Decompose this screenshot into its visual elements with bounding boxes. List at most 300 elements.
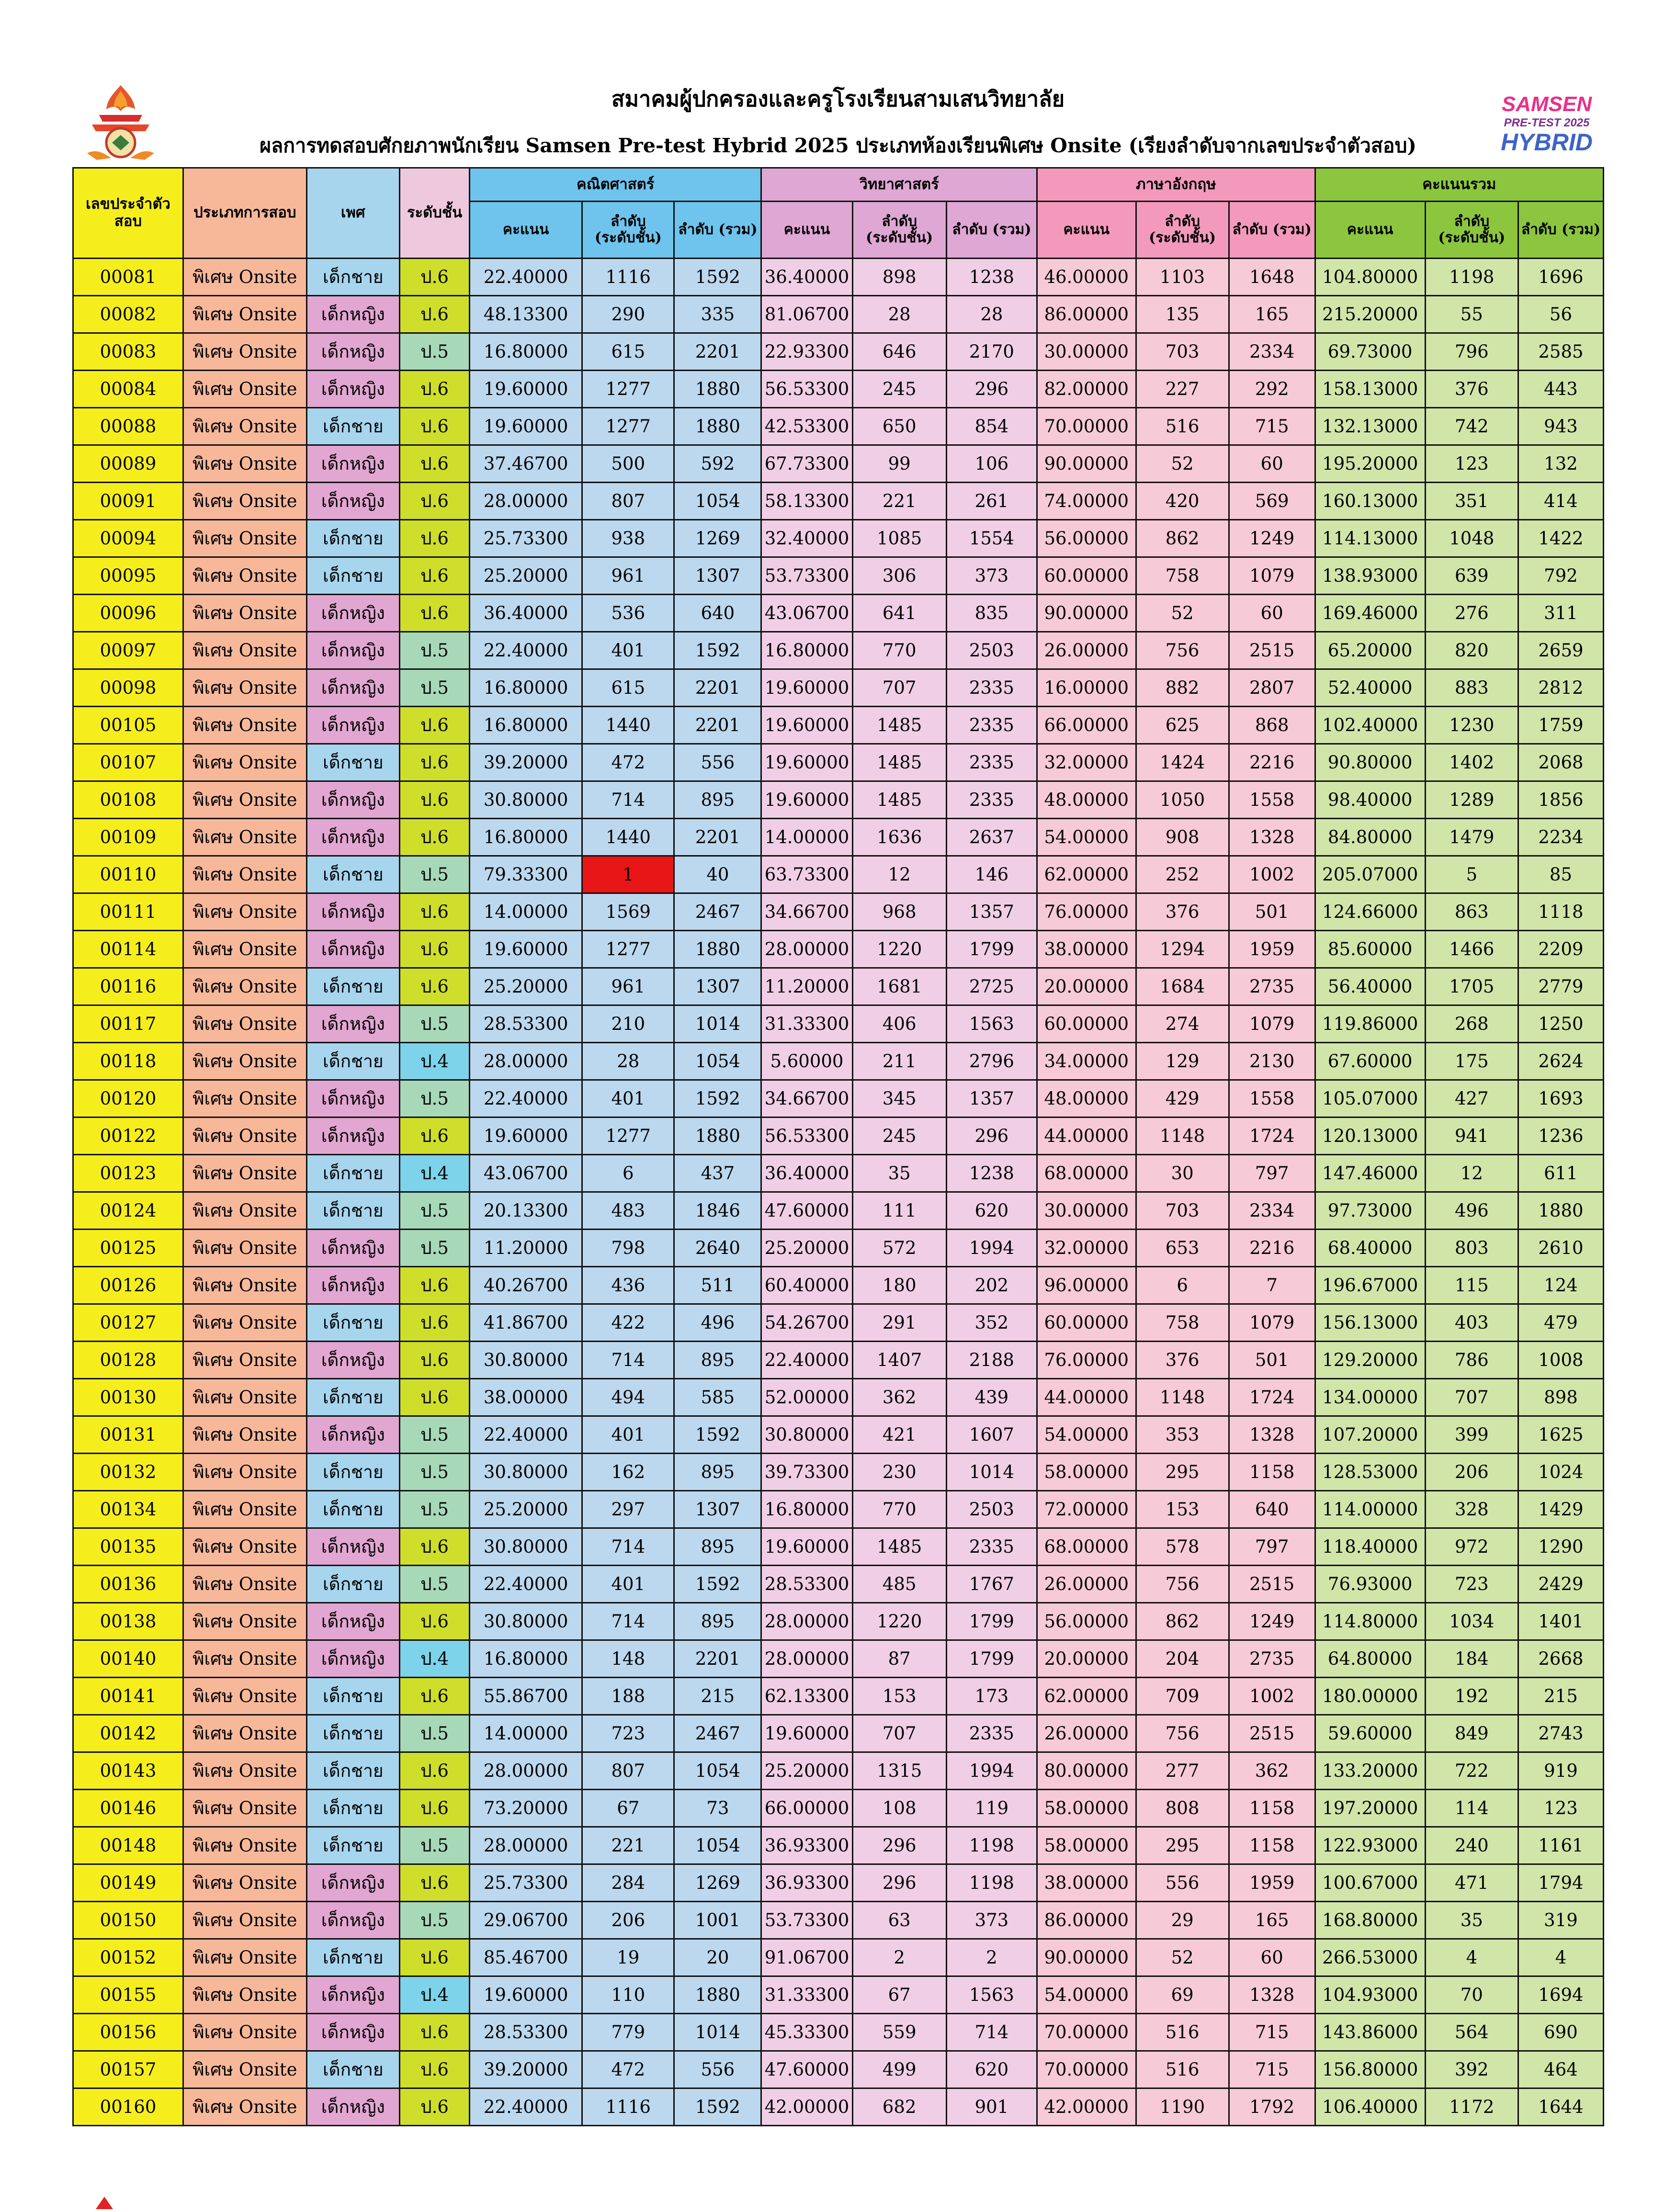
table-row — [73, 893, 1604, 931]
results-table-container — [72, 167, 1604, 2126]
cell-science-rank-grade: 296 — [852, 1864, 946, 1902]
cell-grade: ป.5 — [399, 1566, 469, 1603]
cell-english-rank-all: 1558 — [1229, 781, 1315, 819]
cell-sex: เด็กชาย — [306, 259, 399, 296]
cell-english-rank-grade: 756 — [1136, 1715, 1229, 1752]
cell-math-rank-all: 895 — [674, 1454, 761, 1491]
cell-english-score: 44.00000 — [1037, 1117, 1136, 1155]
cell-math-score: 79.33300 — [470, 856, 582, 893]
cell-total-rank-all: 1024 — [1518, 1454, 1603, 1491]
cell-exam-type: พิเศษ Onsite — [183, 2051, 307, 2088]
cell-grade: ป.5 — [399, 1230, 469, 1267]
cell-math-rank-all: 2201 — [674, 333, 761, 371]
cell-math-score: 28.53300 — [470, 2014, 582, 2051]
cell-science-rank-grade: 87 — [852, 1640, 946, 1678]
table-row — [73, 1080, 1604, 1117]
cell-english-rank-grade: 227 — [1136, 371, 1229, 408]
cell-math-score: 16.80000 — [470, 333, 582, 371]
cell-total-score: 52.40000 — [1315, 669, 1425, 707]
cell-sex: เด็กหญิง — [306, 1117, 399, 1155]
cell-math-score: 19.60000 — [470, 1976, 582, 2014]
cell-math-score: 38.00000 — [470, 1379, 582, 1416]
cell-science-score: 54.26700 — [761, 1304, 852, 1342]
cell-exam-type: พิเศษ Onsite — [183, 1603, 307, 1640]
cell-total-score: 195.20000 — [1315, 445, 1425, 483]
cell-english-score: 74.00000 — [1037, 483, 1136, 520]
cell-science-score: 36.93300 — [761, 1827, 852, 1864]
cell-math-rank-grade: 1440 — [582, 707, 674, 744]
cell-math-rank-grade: 221 — [582, 1827, 674, 1864]
cell-english-score: 90.00000 — [1037, 595, 1136, 632]
cell-math-score: 28.00000 — [470, 483, 582, 520]
cell-sex: เด็กชาย — [306, 1827, 399, 1864]
cell-exam-type: พิเศษ Onsite — [183, 819, 307, 856]
cell-sex: เด็กหญิง — [306, 1640, 399, 1678]
cell-english-score: 70.00000 — [1037, 408, 1136, 445]
cell-total-score: 114.00000 — [1315, 1491, 1425, 1528]
cell-exam-type: พิเศษ Onsite — [183, 1304, 307, 1342]
cell-total-score: 196.67000 — [1315, 1267, 1425, 1304]
table-row — [73, 296, 1604, 333]
cell-science-rank-grade: 1220 — [852, 1603, 946, 1640]
cell-total-rank-grade: 123 — [1425, 445, 1518, 483]
cell-science-rank-grade: 1485 — [852, 707, 946, 744]
header-total: คะแนนรวม — [1315, 168, 1603, 202]
cell-english-rank-all: 1158 — [1229, 1790, 1315, 1827]
cell-total-score: 68.40000 — [1315, 1230, 1425, 1267]
cell-total-rank-all: 132 — [1518, 445, 1603, 483]
cell-science-score: 66.00000 — [761, 1790, 852, 1827]
cell-english-rank-all: 2130 — [1229, 1043, 1315, 1080]
cell-total-rank-grade: 707 — [1425, 1379, 1518, 1416]
cell-total-score: 180.00000 — [1315, 1678, 1425, 1715]
cell-sex: เด็กหญิง — [306, 595, 399, 632]
cell-sex: เด็กชาย — [306, 1192, 399, 1230]
cell-english-rank-grade: 129 — [1136, 1043, 1229, 1080]
cell-sex: เด็กชาย — [306, 1155, 399, 1192]
cell-science-rank-grade: 646 — [852, 333, 946, 371]
cell-english-score: 70.00000 — [1037, 2014, 1136, 2051]
cell-sex: เด็กชาย — [306, 1454, 399, 1491]
cell-english-rank-all: 501 — [1229, 893, 1315, 931]
cell-exam-id: 00131 — [73, 1416, 183, 1454]
table-row — [73, 1117, 1604, 1155]
table-row — [73, 371, 1604, 408]
table-row — [73, 968, 1604, 1005]
cell-math-rank-all: 1307 — [674, 1491, 761, 1528]
cell-science-rank-all: 202 — [946, 1267, 1037, 1304]
cell-english-score: 86.00000 — [1037, 1902, 1136, 1939]
cell-exam-id: 00108 — [73, 781, 183, 819]
cell-math-rank-grade: 1277 — [582, 1117, 674, 1155]
cell-exam-type: พิเศษ Onsite — [183, 296, 307, 333]
cell-science-score: 28.00000 — [761, 931, 852, 968]
cell-science-score: 39.73300 — [761, 1454, 852, 1491]
cell-science-rank-all: 1799 — [946, 1603, 1037, 1640]
cell-math-rank-all: 640 — [674, 595, 761, 632]
cell-science-score: 19.60000 — [761, 1715, 852, 1752]
cell-math-rank-grade: 483 — [582, 1192, 674, 1230]
cell-math-rank-all: 1269 — [674, 520, 761, 557]
cell-total-score: 168.80000 — [1315, 1902, 1425, 1939]
cell-english-rank-grade: 204 — [1136, 1640, 1229, 1678]
cell-math-rank-grade: 807 — [582, 483, 674, 520]
cell-math-rank-grade: 401 — [582, 1080, 674, 1117]
cell-math-rank-grade: 28 — [582, 1043, 674, 1080]
cell-science-rank-all: 1238 — [946, 259, 1037, 296]
cell-science-rank-all: 2188 — [946, 1342, 1037, 1379]
table-row — [73, 819, 1604, 856]
cell-total-score: 64.80000 — [1315, 1640, 1425, 1678]
cell-sex: เด็กหญิง — [306, 1230, 399, 1267]
cell-science-score: 52.00000 — [761, 1379, 852, 1416]
cell-english-score: 58.00000 — [1037, 1454, 1136, 1491]
cell-english-score: 44.00000 — [1037, 1379, 1136, 1416]
cell-science-rank-grade: 1485 — [852, 781, 946, 819]
cell-exam-id: 00136 — [73, 1566, 183, 1603]
cell-math-rank-grade: 798 — [582, 1230, 674, 1267]
cell-english-score: 48.00000 — [1037, 781, 1136, 819]
cell-science-rank-all: 1799 — [946, 931, 1037, 968]
cell-math-rank-grade: 714 — [582, 1603, 674, 1640]
cell-total-score: 59.60000 — [1315, 1715, 1425, 1752]
cell-science-rank-grade: 67 — [852, 1976, 946, 2014]
header-english-rank-grade: ลำดับ (ระดับชั้น) — [1136, 202, 1229, 259]
cell-math-rank-grade: 714 — [582, 1342, 674, 1379]
cell-grade: ป.5 — [399, 1827, 469, 1864]
cell-english-rank-grade: 153 — [1136, 1491, 1229, 1528]
cell-math-rank-grade: 615 — [582, 669, 674, 707]
cell-science-score: 28.53300 — [761, 1566, 852, 1603]
cell-english-rank-all: 2515 — [1229, 1566, 1315, 1603]
samsen-hybrid-logo — [1501, 91, 1593, 158]
cell-science-rank-grade: 770 — [852, 1491, 946, 1528]
table-row — [73, 1416, 1604, 1454]
cell-exam-id: 00105 — [73, 707, 183, 744]
cell-total-rank-all: 123 — [1518, 1790, 1603, 1827]
cell-total-rank-all: 2812 — [1518, 669, 1603, 707]
cell-exam-type: พิเศษ Onsite — [183, 1117, 307, 1155]
cell-total-rank-grade: 115 — [1425, 1267, 1518, 1304]
cell-exam-type: พิเศษ Onsite — [183, 1005, 307, 1043]
cell-total-rank-all: 1794 — [1518, 1864, 1603, 1902]
svg-text:HYBRID: HYBRID — [1501, 129, 1593, 156]
cell-english-rank-all: 868 — [1229, 707, 1315, 744]
cell-english-rank-grade: 69 — [1136, 1976, 1229, 2014]
table-row — [73, 1192, 1604, 1230]
cell-exam-type: พิเศษ Onsite — [183, 1827, 307, 1864]
cell-english-rank-all: 2334 — [1229, 1192, 1315, 1230]
cell-exam-id: 00156 — [73, 2014, 183, 2051]
cell-total-score: 104.80000 — [1315, 259, 1425, 296]
cell-total-rank-grade: 35 — [1425, 1902, 1518, 1939]
page-title: สมาคมผู้ปกครองและครูโรงเรียนสามเสนวิทยาลัย — [611, 86, 1065, 112]
cell-exam-id: 00097 — [73, 632, 183, 669]
cell-sex: เด็กชาย — [306, 1790, 399, 1827]
cell-exam-id: 00083 — [73, 333, 183, 371]
cell-sex: เด็กหญิง — [306, 1267, 399, 1304]
cell-total-score: 138.93000 — [1315, 557, 1425, 595]
cell-english-rank-all: 1249 — [1229, 1603, 1315, 1640]
cell-english-rank-grade: 376 — [1136, 1342, 1229, 1379]
cell-total-rank-all: 1644 — [1518, 2088, 1603, 2126]
cell-math-rank-grade: 723 — [582, 1715, 674, 1752]
cell-math-score: 30.80000 — [470, 1342, 582, 1379]
cell-math-score: 36.40000 — [470, 595, 582, 632]
cell-science-rank-all: 1357 — [946, 893, 1037, 931]
cell-english-rank-all: 715 — [1229, 408, 1315, 445]
cell-english-rank-all: 292 — [1229, 371, 1315, 408]
cell-english-rank-grade: 274 — [1136, 1005, 1229, 1043]
cell-total-rank-grade: 206 — [1425, 1454, 1518, 1491]
cell-grade: ป.6 — [399, 1864, 469, 1902]
cell-science-score: 34.66700 — [761, 893, 852, 931]
cell-exam-id: 00095 — [73, 557, 183, 595]
cell-math-rank-all: 1880 — [674, 1117, 761, 1155]
cell-math-rank-all: 2201 — [674, 819, 761, 856]
cell-science-rank-all: 119 — [946, 1790, 1037, 1827]
cell-exam-type: พิเศษ Onsite — [183, 1752, 307, 1790]
cell-english-rank-all: 165 — [1229, 1902, 1315, 1939]
cell-science-rank-all: 901 — [946, 2088, 1037, 2126]
cell-grade: ป.6 — [399, 595, 469, 632]
cell-english-score: 34.00000 — [1037, 1043, 1136, 1080]
cell-total-score: 134.00000 — [1315, 1379, 1425, 1416]
cell-math-score: 29.06700 — [470, 1902, 582, 1939]
cell-science-rank-grade: 99 — [852, 445, 946, 483]
cell-grade: ป.5 — [399, 1454, 469, 1491]
cell-math-rank-grade: 67 — [582, 1790, 674, 1827]
cell-total-rank-grade: 5 — [1425, 856, 1518, 893]
cell-math-score: 55.86700 — [470, 1678, 582, 1715]
cell-math-rank-grade: 1569 — [582, 893, 674, 931]
cell-grade: ป.5 — [399, 856, 469, 893]
header-exam-id: เลขประจำตัว สอบ — [73, 168, 183, 259]
cell-sex: เด็กหญิง — [306, 2014, 399, 2051]
cell-science-score: 30.80000 — [761, 1416, 852, 1454]
cell-total-score: 84.80000 — [1315, 819, 1425, 856]
cell-science-rank-grade: 245 — [852, 371, 946, 408]
cell-sex: เด็กชาย — [306, 1939, 399, 1976]
cell-total-score: 124.66000 — [1315, 893, 1425, 931]
cell-math-rank-all: 1054 — [674, 1752, 761, 1790]
cell-exam-id: 00149 — [73, 1864, 183, 1902]
cell-total-score: 65.20000 — [1315, 632, 1425, 669]
table-row — [73, 1043, 1604, 1080]
cell-exam-type: พิเศษ Onsite — [183, 333, 307, 371]
cell-total-rank-grade: 184 — [1425, 1640, 1518, 1678]
cell-science-rank-all: 2725 — [946, 968, 1037, 1005]
page-subtitle: ผลการทดสอบศักยภาพนักเรียน Samsen Pre-test Hybrid 2025 ประเภทห้องเรียนพิเศษ Onsite (เรียงลำดับจากเลขประจำตัวสอบ) — [260, 134, 1416, 157]
cell-math-rank-grade: 6 — [582, 1155, 674, 1192]
cell-exam-type: พิเศษ Onsite — [183, 445, 307, 483]
cell-total-rank-grade: 175 — [1425, 1043, 1518, 1080]
cell-science-score: 36.40000 — [761, 259, 852, 296]
cell-math-score: 37.46700 — [470, 445, 582, 483]
cell-english-score: 16.00000 — [1037, 669, 1136, 707]
cell-exam-type: พิเศษ Onsite — [183, 520, 307, 557]
cell-math-rank-all: 215 — [674, 1678, 761, 1715]
cell-math-rank-grade: 19 — [582, 1939, 674, 1976]
cell-total-rank-all: 85 — [1518, 856, 1603, 893]
table-row — [73, 856, 1604, 893]
cell-english-score: 82.00000 — [1037, 371, 1136, 408]
cell-english-rank-all: 1558 — [1229, 1080, 1315, 1117]
cell-sex: เด็กหญิง — [306, 333, 399, 371]
table-row — [73, 408, 1604, 445]
cell-math-score: 73.20000 — [470, 1790, 582, 1827]
cell-total-rank-all: 1422 — [1518, 520, 1603, 557]
cell-english-rank-grade: 703 — [1136, 333, 1229, 371]
cell-math-rank-grade: 494 — [582, 1379, 674, 1416]
cell-total-rank-all: 1161 — [1518, 1827, 1603, 1864]
cell-science-rank-grade: 406 — [852, 1005, 946, 1043]
cell-science-rank-grade: 1485 — [852, 744, 946, 781]
header-science-rank-all: ลำดับ (รวม) — [946, 202, 1037, 259]
cell-total-score: 205.07000 — [1315, 856, 1425, 893]
cell-science-score: 28.00000 — [761, 1640, 852, 1678]
cell-exam-id: 00155 — [73, 1976, 183, 2014]
cell-sex: เด็กหญิง — [306, 707, 399, 744]
header-math: คณิตศาสตร์ — [470, 168, 761, 202]
header-total-rank-all: ลำดับ (รวม) — [1518, 202, 1603, 259]
cell-science-rank-grade: 707 — [852, 669, 946, 707]
cell-total-score: 158.13000 — [1315, 371, 1425, 408]
cell-math-rank-grade: 188 — [582, 1678, 674, 1715]
cell-exam-id: 00152 — [73, 1939, 183, 1976]
cell-math-score: 16.80000 — [470, 1640, 582, 1678]
cell-science-rank-grade: 2 — [852, 1939, 946, 1976]
cell-sex: เด็กหญิง — [306, 931, 399, 968]
cell-english-rank-grade: 1050 — [1136, 781, 1229, 819]
table-row — [73, 1230, 1604, 1267]
cell-math-rank-grade: 1277 — [582, 931, 674, 968]
svg-text:SAMSEN: SAMSEN — [1501, 92, 1592, 116]
cell-total-rank-grade: 820 — [1425, 632, 1518, 669]
cell-english-rank-grade: 420 — [1136, 483, 1229, 520]
cell-total-score: 156.13000 — [1315, 1304, 1425, 1342]
cell-grade: ป.6 — [399, 2014, 469, 2051]
cell-exam-type: พิเศษ Onsite — [183, 408, 307, 445]
cell-science-score: 31.33300 — [761, 1005, 852, 1043]
cell-total-score: 215.20000 — [1315, 296, 1425, 333]
cell-total-rank-grade: 742 — [1425, 408, 1518, 445]
cell-math-rank-all: 20 — [674, 1939, 761, 1976]
cell-exam-id: 00120 — [73, 1080, 183, 1117]
cell-science-score: 56.53300 — [761, 371, 852, 408]
table-row — [73, 1155, 1604, 1192]
cell-math-rank-grade: 961 — [582, 557, 674, 595]
cell-exam-type: พิเศษ Onsite — [183, 2088, 307, 2126]
cell-total-rank-grade: 1479 — [1425, 819, 1518, 856]
cell-grade: ป.5 — [399, 632, 469, 669]
cell-english-rank-grade: 703 — [1136, 1192, 1229, 1230]
cell-total-score: 85.60000 — [1315, 931, 1425, 968]
cell-sex: เด็กชาย — [306, 557, 399, 595]
table-row — [73, 1678, 1604, 1715]
cell-exam-type: พิเศษ Onsite — [183, 1080, 307, 1117]
cell-sex: เด็กหญิง — [306, 1603, 399, 1640]
cell-english-rank-all: 1724 — [1229, 1379, 1315, 1416]
cell-total-rank-grade: 1289 — [1425, 781, 1518, 819]
cell-english-score: 56.00000 — [1037, 520, 1136, 557]
cell-math-rank-all: 895 — [674, 1603, 761, 1640]
cell-exam-id: 00141 — [73, 1678, 183, 1715]
cell-total-rank-grade: 268 — [1425, 1005, 1518, 1043]
cell-total-score: 105.07000 — [1315, 1080, 1425, 1117]
cell-english-rank-grade: 516 — [1136, 2014, 1229, 2051]
cell-exam-id: 00088 — [73, 408, 183, 445]
cell-math-rank-grade: 536 — [582, 595, 674, 632]
cell-math-rank-all: 895 — [674, 1528, 761, 1566]
cell-sex: เด็กชาย — [306, 968, 399, 1005]
header-total-score: คะแนน — [1315, 202, 1425, 259]
cell-exam-id: 00125 — [73, 1230, 183, 1267]
cell-science-rank-all: 2637 — [946, 819, 1037, 856]
cell-total-rank-all: 1856 — [1518, 781, 1603, 819]
cell-exam-type: พิเศษ Onsite — [183, 1976, 307, 2014]
cell-english-rank-all: 1158 — [1229, 1454, 1315, 1491]
cell-science-score: 60.40000 — [761, 1267, 852, 1304]
cell-english-score: 20.00000 — [1037, 968, 1136, 1005]
table-row — [73, 1528, 1604, 1566]
cell-sex: เด็กหญิง — [306, 1080, 399, 1117]
cell-science-rank-all: 2335 — [946, 1528, 1037, 1566]
table-row — [73, 632, 1604, 669]
table-row — [73, 1939, 1604, 1976]
cell-english-rank-all: 640 — [1229, 1491, 1315, 1528]
cell-total-score: 76.93000 — [1315, 1566, 1425, 1603]
cell-math-rank-all: 2467 — [674, 893, 761, 931]
cell-total-rank-grade: 883 — [1425, 669, 1518, 707]
cell-science-rank-grade: 1681 — [852, 968, 946, 1005]
cell-total-rank-all: 311 — [1518, 595, 1603, 632]
cell-math-rank-all: 1307 — [674, 968, 761, 1005]
cell-english-rank-grade: 52 — [1136, 595, 1229, 632]
cell-total-rank-grade: 496 — [1425, 1192, 1518, 1230]
cell-total-rank-grade: 240 — [1425, 1827, 1518, 1864]
cell-grade: ป.4 — [399, 1155, 469, 1192]
cell-english-rank-all: 60 — [1229, 595, 1315, 632]
cell-english-rank-all: 1158 — [1229, 1827, 1315, 1864]
cell-total-rank-grade: 722 — [1425, 1752, 1518, 1790]
cell-math-score: 16.80000 — [470, 669, 582, 707]
cell-science-rank-grade: 1407 — [852, 1342, 946, 1379]
cell-math-rank-grade: 1116 — [582, 259, 674, 296]
cell-math-score: 22.40000 — [470, 1566, 582, 1603]
table-row — [73, 1267, 1604, 1304]
cell-science-score: 19.60000 — [761, 1528, 852, 1566]
table-row — [73, 1790, 1604, 1827]
cell-total-rank-grade: 276 — [1425, 595, 1518, 632]
cell-math-score: 22.40000 — [470, 1416, 582, 1454]
cell-english-rank-all: 1792 — [1229, 2088, 1315, 2126]
cell-total-score: 169.46000 — [1315, 595, 1425, 632]
cell-total-score: 132.13000 — [1315, 408, 1425, 445]
cell-science-rank-all: 620 — [946, 1192, 1037, 1230]
cell-math-rank-grade: 961 — [582, 968, 674, 1005]
cell-total-score: 90.80000 — [1315, 744, 1425, 781]
cell-sex: เด็กหญิง — [306, 445, 399, 483]
cell-english-rank-all: 1328 — [1229, 1976, 1315, 2014]
cell-english-rank-all: 2515 — [1229, 632, 1315, 669]
cell-total-score: 102.40000 — [1315, 707, 1425, 744]
cell-science-rank-grade: 35 — [852, 1155, 946, 1192]
cell-science-rank-all: 1994 — [946, 1752, 1037, 1790]
cell-science-rank-all: 28 — [946, 296, 1037, 333]
cell-english-rank-grade: 295 — [1136, 1827, 1229, 1864]
cell-science-score: 19.60000 — [761, 744, 852, 781]
